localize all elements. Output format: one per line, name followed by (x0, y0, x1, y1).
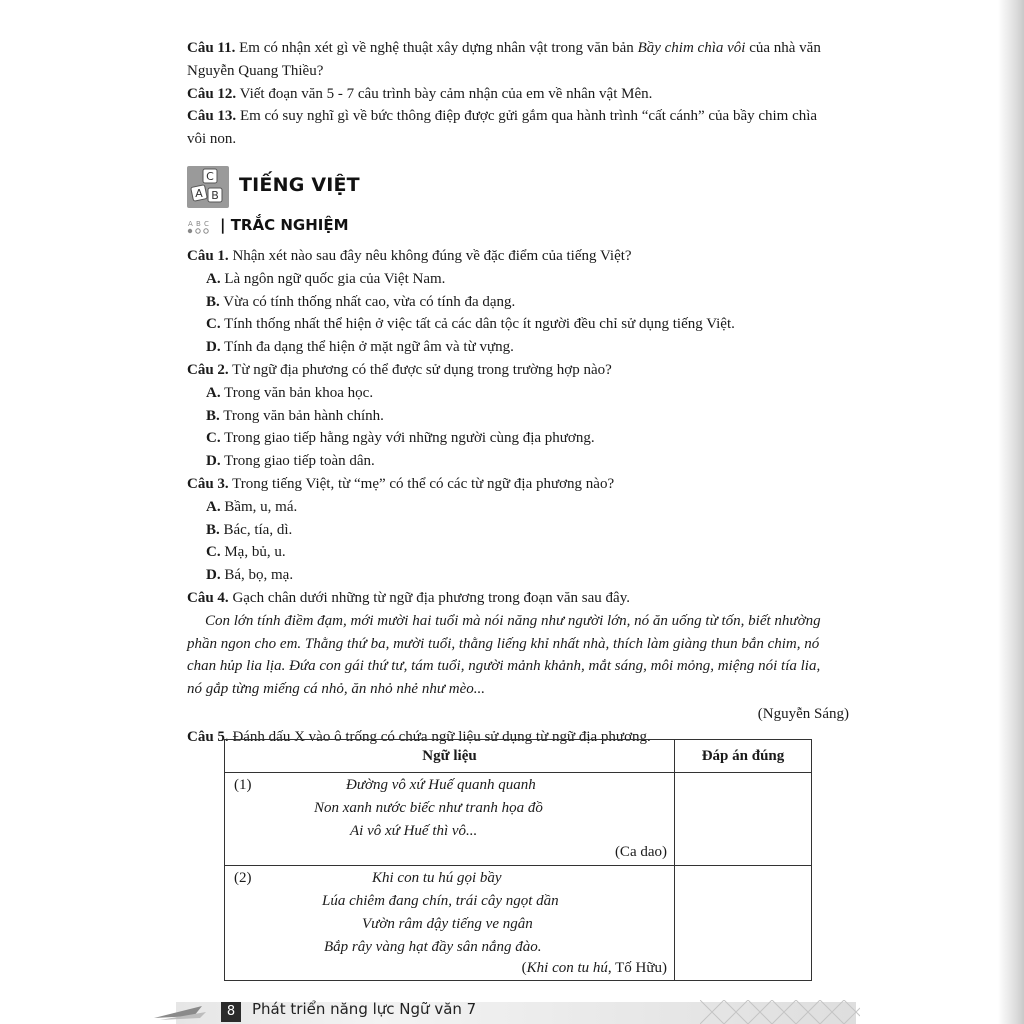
work-title: Bầy chim chìa vôi (637, 40, 746, 56)
question-label: Câu 13. (187, 108, 237, 125)
cross-pattern-icon (700, 1000, 860, 1024)
table-cell (225, 773, 675, 866)
option-text: Trong giao tiếp hằng ngày với những người cùng địa phương. (220, 430, 595, 447)
question-12 (187, 83, 847, 106)
verse-line: Lúa chiêm đang chín, trái cây ngọt dần (322, 893, 559, 909)
option-key: B. (206, 293, 220, 310)
verse-source (522, 960, 667, 977)
option-d (187, 450, 849, 473)
question-13 (187, 105, 847, 151)
question-text: Gạch chân dưới những từ ngữ địa phương trong đoạn văn sau đây. (228, 589, 630, 606)
table-header: Ngữ liệu (225, 740, 675, 773)
question-label: Câu 4. (187, 589, 229, 606)
book-title: Phát triển năng lực Ngữ văn 7 (252, 1000, 477, 1018)
option-text: Bá, bọ, mạ. (220, 567, 294, 584)
table-header: Đáp án đúng (675, 740, 812, 773)
option-key: D. (206, 339, 221, 356)
verse-line: Vườn râm dậy tiếng ve ngân (362, 916, 533, 932)
source-author: , Tố Hữu) (607, 960, 667, 976)
question-text: Từ ngữ địa phương có thể được sử dụng trong trường hợp nào? (228, 361, 612, 378)
question-text: Trong tiếng Việt, từ “mẹ” có thể có các từ ngữ địa phương nào? (228, 475, 615, 492)
section-heading (187, 166, 607, 208)
mcq-2 (187, 359, 849, 473)
excerpt-cell (226, 867, 673, 979)
source-paren: ( (521, 960, 527, 976)
option-key: C. (206, 430, 221, 447)
verse-line: Bắp rây vàng hạt đầy sân nắng đào. (324, 939, 542, 955)
question-label: Câu 3. (187, 475, 229, 492)
question-text: Đánh dấu X vào ô trống có chứa ngữ liệu sử dụng từ ngữ địa phương. (228, 728, 651, 745)
page-number: 8 (221, 1002, 241, 1022)
option-b (187, 519, 849, 542)
question-label: Câu 1. (187, 248, 229, 264)
question-text: Em có nhận xét gì về nghệ thuật xây dựng nhân vật trong văn bản (235, 40, 638, 56)
option-c (187, 541, 849, 564)
answer-cell[interactable] (675, 866, 812, 981)
question-text: Viết đoạn văn 5 - 7 câu trình bày cảm nhận của em về nhân vật Mên. (236, 85, 653, 102)
option-text: Mạ, bủ, u. (220, 544, 286, 561)
excerpt-cell (226, 774, 673, 864)
block-letter: C (206, 170, 214, 183)
option-text: Trong văn bản hành chính. (219, 407, 384, 424)
option-key: A. (206, 384, 221, 401)
block-letter: B (211, 189, 219, 202)
option-text: Bác, tía, dì. (219, 521, 293, 538)
option-key: D. (206, 453, 221, 470)
answer-cell[interactable] (675, 773, 812, 866)
option-key: B. (206, 521, 220, 538)
option-key: C. (206, 544, 221, 561)
table-row (225, 866, 812, 981)
page-edge-shadow (998, 0, 1024, 1024)
mcq-1 (187, 245, 849, 359)
verse-line: Ai vô xứ Huế thì vô... (350, 823, 478, 839)
arrow-decoration-icon (150, 1000, 210, 1022)
option-c (187, 427, 849, 450)
question-label: Câu 12. (187, 85, 237, 102)
page-footer (0, 996, 1024, 1024)
verse-line: Khi con tu hú gọi bầy (372, 870, 502, 886)
question-text: vôi non. (187, 131, 237, 148)
question-label: Câu 2. (187, 361, 229, 378)
question-stem (187, 587, 849, 610)
mcq-3 (187, 473, 849, 587)
question-label: Câu 11. (187, 40, 236, 56)
verse-line: Non xanh nước biếc như tranh họa đồ (314, 800, 543, 816)
option-key: A. (206, 498, 221, 515)
table-row (225, 773, 812, 866)
row-number: (2) (234, 870, 252, 886)
subsection-title: | TRẮC NGHIỆM (220, 216, 349, 234)
option-text: Bầm, u, má. (220, 498, 298, 515)
option-c (187, 313, 849, 336)
option-b (187, 405, 849, 428)
subsection-heading (187, 216, 587, 238)
option-a (187, 496, 849, 519)
quote-line: Con lớn tính điềm đạm, mới mười hai tuổi mà nói năng như người lớn, nó ăn uống từ tốn, biết nhường (205, 612, 821, 629)
question-text: của nhà văn (745, 40, 821, 56)
block-letter: A (195, 187, 203, 200)
section-title: TIẾNG VIỆT (239, 174, 360, 196)
source-title: Khi con tu hú (526, 960, 608, 976)
icon-letter: B (196, 220, 201, 228)
question-4 (187, 587, 849, 726)
icon-letter: A (188, 220, 193, 228)
option-b (187, 291, 849, 314)
option-text: Trong văn bản khoa học. (220, 384, 374, 401)
verse-line: Đường vô xứ Huế quanh quanh (346, 777, 536, 793)
option-key: B. (206, 407, 220, 424)
question-stem (187, 359, 849, 382)
question-text: Nhận xét nào sau đây nêu không đúng về đặc điểm của tiếng Việt? (228, 248, 632, 264)
option-a (187, 382, 849, 405)
top-questions (187, 37, 847, 151)
question-text: Em có suy nghĩ gì về bức thông điệp được gửi gắm qua hành trình “cất cánh” của bầy chim chìa (236, 108, 818, 125)
option-a (187, 268, 849, 291)
option-text: Tính thống nhất thể hiện ở việc tất cả các dân tộc ít người đều chỉ sử dụng tiếng Việt. (220, 316, 735, 333)
option-d (187, 564, 849, 587)
question-stem (187, 245, 849, 268)
question-11 (187, 37, 847, 83)
option-text: Vừa có tính thống nhất cao, vừa có tính đa dạng. (219, 293, 516, 310)
quote-line: phần ngon cho em. Thằng thứ ba, mười tuổi, thằng liếng khỉ nhất nhà, thích làm giàng thun bắn chim, nó (187, 635, 820, 652)
table-cell (225, 866, 675, 981)
option-text: Tính đa dạng thể hiện ở mặt ngữ âm và từ vựng. (220, 339, 514, 356)
verse-source: (Ca dao) (614, 844, 667, 860)
option-d (187, 336, 849, 359)
option-text: Là ngôn ngữ quốc gia của Việt Nam. (220, 270, 446, 287)
question-label: Câu 5. (187, 728, 229, 745)
row-number: (1) (234, 777, 252, 793)
option-key: A. (206, 270, 221, 287)
quote-author: (Nguyễn Sáng) (757, 705, 849, 722)
abc-dots-icon (187, 219, 219, 235)
icon-letter: C (204, 220, 209, 228)
quote-line: nó gắp từng miếng cá nhỏ, ăn nhỏ nhẻ như mèo... (187, 681, 485, 698)
option-text: Trong giao tiếp toàn dân. (220, 453, 375, 470)
answer-table (224, 739, 812, 981)
quiz-content (187, 245, 849, 749)
quote-line: chan hủp lia lịa. Đứa con gái thứ tư, tám tuổi, người mảnh khảnh, mắt sáng, môi mỏng, miệng nói tía lia, (187, 658, 821, 675)
abc-blocks-icon (187, 166, 229, 208)
option-key: C. (206, 316, 221, 333)
table-header-row (225, 740, 812, 773)
question-stem (187, 473, 849, 496)
question-text: Nguyễn Quang Thiều? (187, 62, 324, 79)
option-key: D. (206, 567, 221, 584)
